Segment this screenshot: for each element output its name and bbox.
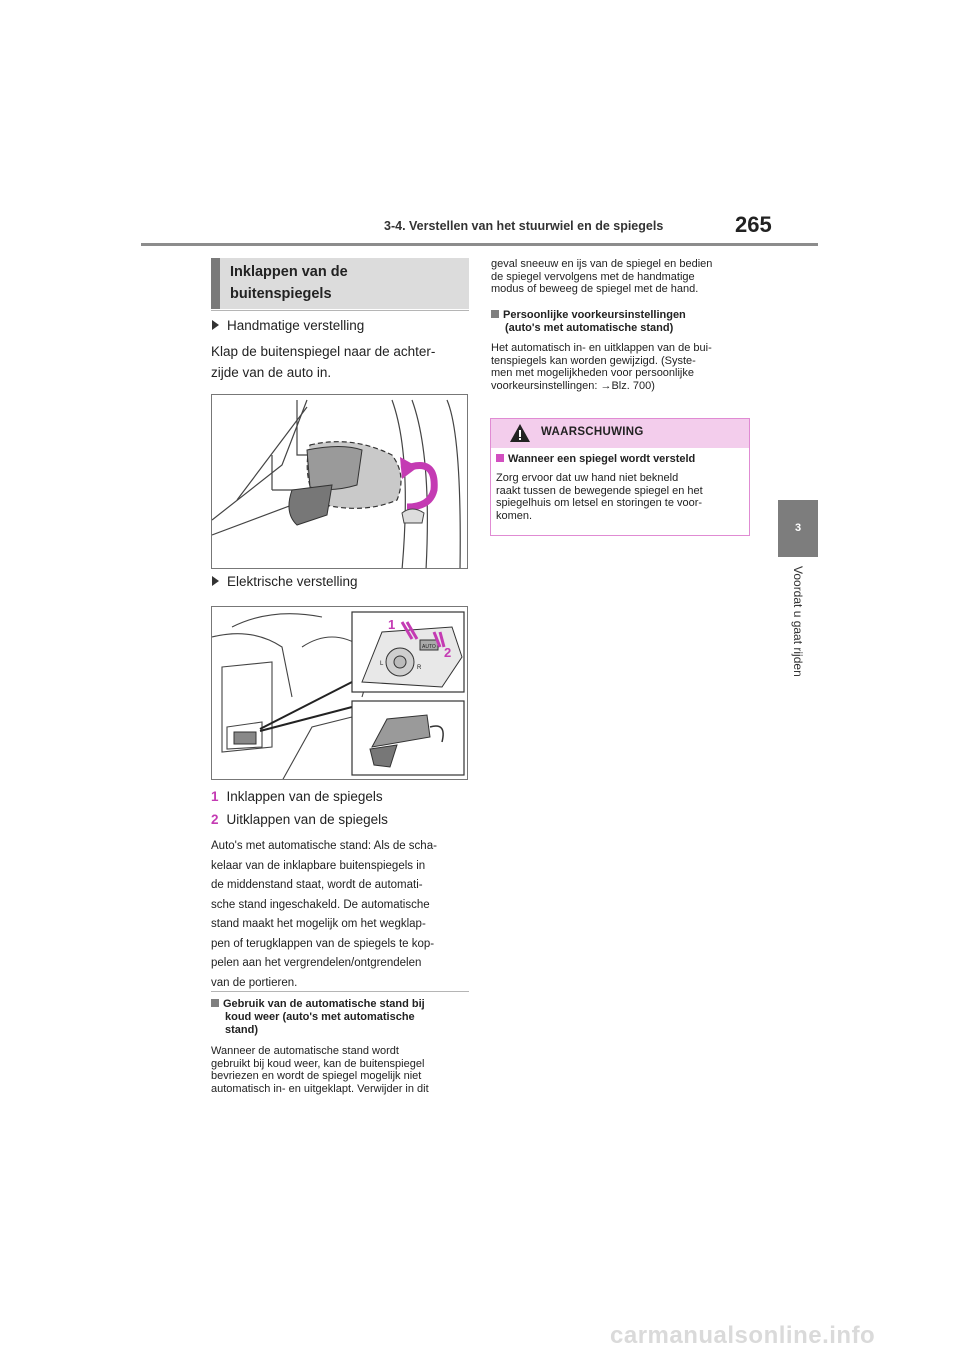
- chapter-tab: 3: [778, 500, 818, 557]
- section-divider: [211, 991, 469, 992]
- manual-fold-figure: [211, 394, 468, 569]
- triangle-bullet-icon: [212, 576, 219, 586]
- electric-fold-figure: [211, 606, 468, 780]
- chapter-label: Voordat u gaat rijden: [791, 566, 805, 677]
- auto-mode-text: Auto's met automatische stand: Als de scha- kelaar van de inklapbare buitenspiegels in de middenstand staat, wordt de automati- sche stand ingeschakeld. De automatische stand maakt het mogelijk om het wegklap- pen of terugklappen van de spiegels te kop- pelen aan het vergrendelen/ontgrendelen van de portieren.: [211, 840, 437, 989]
- triangle-bullet-icon: [212, 320, 219, 330]
- section-heading-line2: buitenspiegels: [230, 286, 332, 302]
- cold-weather-text: Wanneer de automatische stand wordt gebruikt bij koud weer, kan de buitenspiegel bevriezen en wordt de spiegel mogelijk niet automatisch in- en uitgeklapt. Verwijder in dit: [211, 1045, 429, 1095]
- manual-adjust-label: Handmatige verstelling: [207, 318, 364, 333]
- warning-header: [491, 419, 749, 448]
- page-number: 265: [735, 212, 772, 237]
- heading-underline: [211, 310, 469, 311]
- preferences-text: Het automatisch in- en uitklappen van de bui- tenspiegels kan worden gewijzigd. (Syste- men met mogelijkheden voor persoonlijke voorkeursinstellingen: →Blz. 700): [491, 342, 712, 392]
- electric-adjust-label: Elektrische verstelling: [207, 574, 358, 589]
- square-bullet-icon: [496, 454, 504, 462]
- watermark: carmanualsonline.info: [610, 1322, 876, 1349]
- square-bullet-icon: [211, 999, 219, 1007]
- warning-triangle-icon: [509, 423, 531, 443]
- running-header: 3-4. Verstellen van het stuurwiel en de spiegels: [384, 219, 664, 233]
- list-item: 1 Inklappen van de spiegels: [211, 789, 383, 804]
- continuation-text: geval sneeuw en ijs van de spiegel en bedien de spiegel vervolgens met de handmatige modus of beweeg de spiegel met de hand.: [491, 258, 713, 295]
- callout-1: 1: [388, 617, 396, 632]
- warning-box: [490, 418, 750, 536]
- cold-weather-title: Gebruik van de automatische stand bij koud weer (auto's met automatische stand): [211, 998, 473, 1037]
- warning-text: Zorg ervoor dat uw hand niet bekneld raakt tussen de bewegende spiegel en het spiegelhuis om letsel en storingen te voor- komen.: [496, 472, 703, 522]
- list-item: 2 Uitklappen van de spiegels: [211, 812, 388, 827]
- manual-fold-illustration: [212, 395, 468, 569]
- switch-r-label: R: [417, 665, 422, 671]
- manual-adjust-text: Klap de buitenspiegel naar de achter- zijde van de auto in.: [211, 344, 436, 380]
- switch-auto-label: AUTO: [422, 644, 436, 650]
- preferences-title: Persoonlijke voorkeursinstellingen (auto's met automatische stand): [491, 309, 753, 335]
- warning-subtitle: Wanneer een spiegel wordt versteld: [496, 453, 746, 466]
- section-heading: [211, 258, 469, 309]
- warning-title: WAARSCHUWING: [541, 426, 644, 438]
- electric-fold-illustration: [212, 607, 468, 780]
- section-heading-line1: Inklappen van de: [230, 264, 348, 280]
- switch-l-label: L: [380, 661, 384, 667]
- header-rule: [141, 243, 818, 246]
- square-bullet-icon: [491, 310, 499, 318]
- callout-2: 2: [444, 645, 452, 660]
